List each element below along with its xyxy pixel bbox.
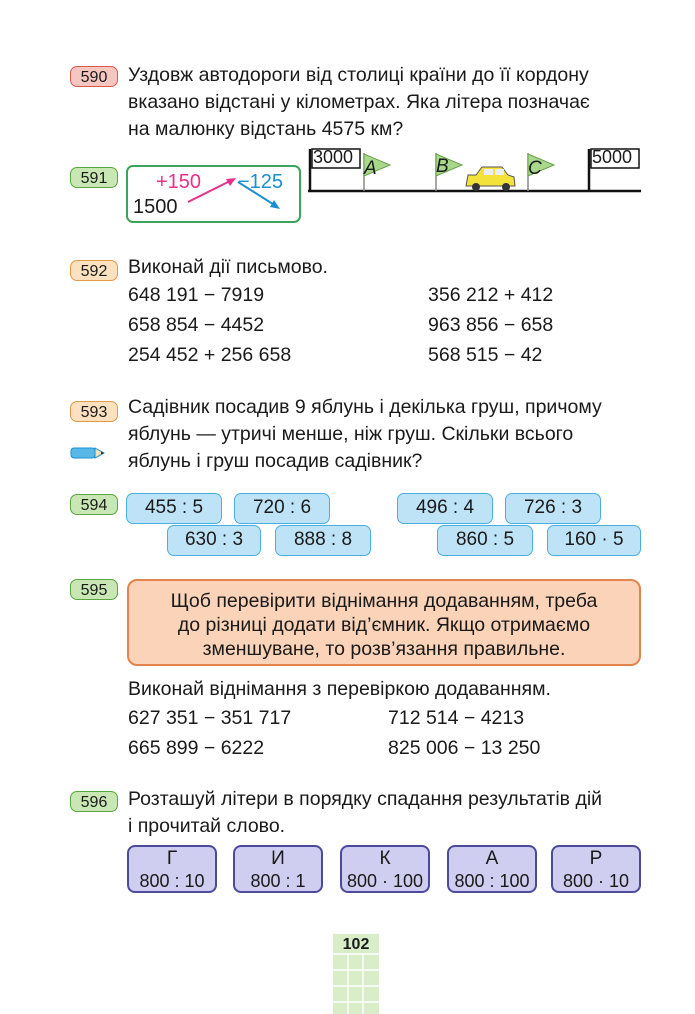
distance-label-start: 3000 — [313, 147, 354, 167]
task-593-line-3: яблунь і груш посадив садівник? — [128, 450, 423, 472]
expression: 254 452 + 256 658 — [128, 344, 292, 366]
task-592-title: Виконай дії письмово. — [128, 256, 328, 278]
card-letter: К — [379, 848, 391, 869]
expression-pill: 720 : 6 — [234, 493, 330, 524]
card-letter: Р — [589, 848, 603, 869]
pencil-icon — [70, 446, 106, 460]
start-number: 1500 — [133, 196, 178, 218]
rule-line-3: зменшуване, то розв’язання правильне. — [202, 638, 566, 660]
task-596-line-1: Розташуй літери в порядку спадання результатів дій — [128, 788, 603, 810]
card-letter: Г — [166, 848, 178, 869]
task-number-595: 595 — [70, 579, 118, 600]
flag-letter-a: A — [364, 158, 377, 179]
car-icon — [466, 167, 515, 191]
task-590-line-3: на малюнку відстань 4575 км? — [128, 118, 404, 140]
rule-line-1: Щоб перевірити віднімання додаванням, треба — [170, 590, 598, 612]
task-590-line-1: Уздовж автодороги від столиці країни до її кордону — [128, 64, 589, 86]
card-expression: 800 · 100 — [346, 871, 424, 891]
letter-card — [551, 845, 641, 893]
expression-pill: 726 : 3 — [505, 493, 601, 524]
task-number-591: 591 — [70, 167, 118, 188]
card-letter: И — [271, 848, 285, 869]
card-expression: 800 : 100 — [454, 871, 530, 891]
task-590-line-2: вказано відстані у кілометрах. Яка літера позначає — [128, 91, 590, 113]
expression-pill: 860 : 5 — [437, 525, 533, 556]
letter-card — [447, 845, 537, 893]
expression: 648 191 − 7919 — [128, 284, 265, 306]
card-letter: А — [485, 848, 499, 869]
task-593-line-1: Садівник посадив 9 яблунь і декілька груш, причому — [128, 396, 602, 418]
flag-letter-b: B — [436, 156, 449, 177]
expression: 568 515 − 42 — [428, 344, 543, 366]
expression-pill: 160 · 5 — [547, 525, 641, 556]
task-number-592: 592 — [70, 260, 118, 281]
expression-pill: 455 : 5 — [126, 493, 222, 524]
task-number-596: 596 — [70, 791, 118, 812]
letter-card — [340, 845, 430, 893]
task-number-593: 593 — [70, 401, 118, 422]
expression: 712 514 − 4213 — [388, 707, 525, 729]
expression-pill: 496 : 4 — [397, 493, 493, 524]
expression: 665 899 − 6222 — [128, 737, 265, 759]
chain-arrows — [180, 170, 290, 220]
flag-letter-c: C — [528, 158, 542, 179]
task-596-line-2: і прочитай слово. — [128, 815, 286, 837]
letter-card — [233, 845, 323, 893]
expression: 963 856 − 658 — [428, 314, 554, 336]
expression: 627 351 − 351 717 — [128, 707, 292, 729]
card-expression: 800 · 10 — [562, 871, 630, 891]
card-expression: 800 : 1 — [250, 871, 306, 891]
expression: 825 006 − 13 250 — [388, 737, 541, 759]
card-expression: 800 : 10 — [139, 871, 205, 891]
page-number: 102 — [342, 936, 370, 953]
expression-pill: 888 : 8 — [275, 525, 371, 556]
task-number-594: 594 — [70, 494, 118, 515]
minus-operation: −125 — [238, 171, 284, 193]
task-593-line-2: яблунь — утричі менше, ніж груш. Скільки всього — [128, 423, 574, 445]
expression: 658 854 − 4452 — [128, 314, 265, 336]
expression-pill: 630 : 3 — [167, 525, 261, 556]
expression: 356 212 + 412 — [428, 284, 554, 306]
plus-operation: +150 — [156, 171, 202, 193]
rule-line-2: до різниці додати від’ємник. Якщо отримаємо — [177, 614, 591, 636]
letter-card — [127, 845, 217, 893]
task-number-590: 590 — [70, 66, 118, 87]
distance-label-end: 5000 — [592, 147, 633, 167]
task-595-title: Виконай віднімання з перевіркою додаванням. — [128, 678, 551, 700]
